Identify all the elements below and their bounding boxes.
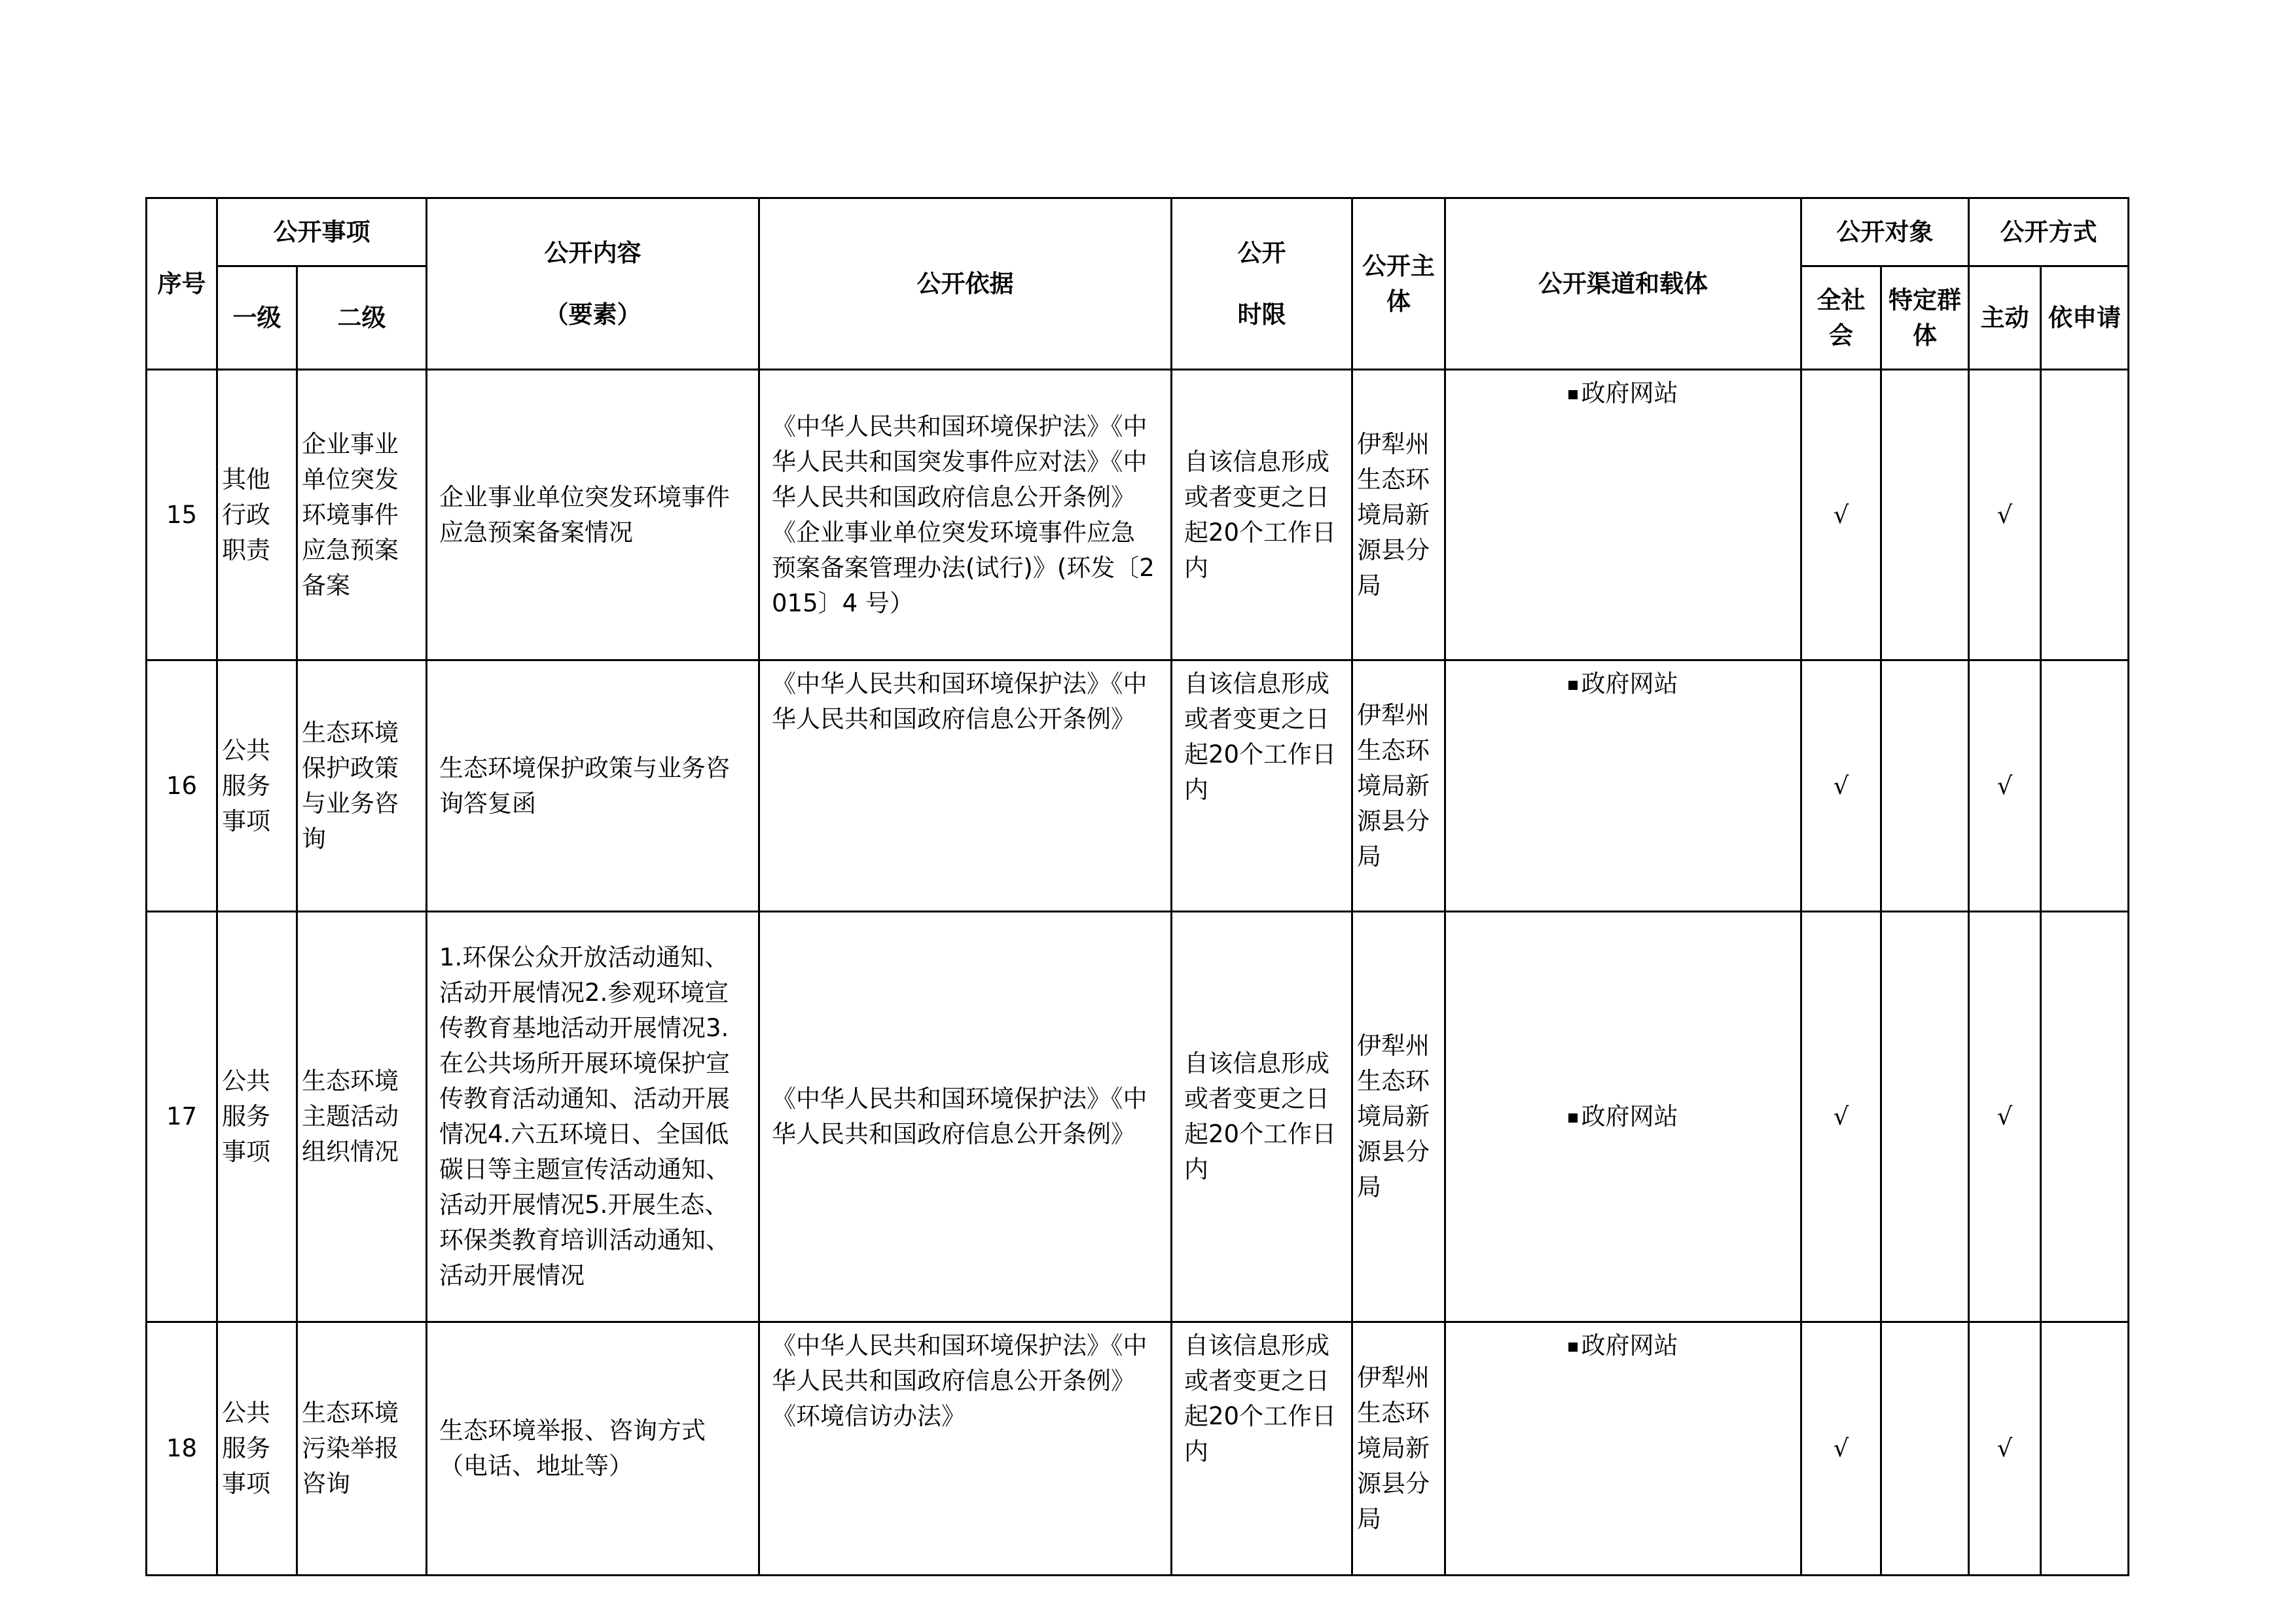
row-specific-group [1881, 912, 1969, 1322]
row-basis: 《中华人民共和国环境保护法》《中华人民共和国突发事件应对法》《中华人民共和国政府信息公开条例》《企业事业单位突发环境事件应急预案备案管理办法(试行)》(环发〔2015〕4 号） [759, 370, 1172, 660]
row-channel [1445, 912, 1801, 1322]
row-subject: 伊犁州生态环境局新源县分局 [1352, 912, 1445, 1322]
header-method: 公开方式 [1969, 198, 2129, 266]
table-row [147, 660, 2129, 912]
header-subject: 公开主体 [1352, 198, 1445, 370]
header-method-apply: 依申请 [2041, 266, 2129, 370]
header-content-line1: 公开内容 [544, 238, 642, 267]
row-channel [1445, 1322, 1801, 1576]
table-row [147, 912, 2129, 1322]
row-active: √ [1969, 912, 2041, 1322]
row-content: 生态环境保护政策与业务咨询答复函 [427, 660, 759, 912]
row-channel-label: 政府网站 [1581, 1331, 1678, 1360]
row-all-society: √ [1801, 660, 1881, 912]
row-level1: 公共服务事项 [217, 1322, 297, 1576]
row-on-request [2041, 912, 2129, 1322]
row-subject: 伊犁州生态环境局新源县分局 [1352, 1322, 1445, 1576]
header-target: 公开对象 [1801, 198, 1969, 266]
header-channel: 公开渠道和载体 [1445, 198, 1801, 370]
row-content: 1.环保公众开放活动通知、活动开展情况2.参观环境宣传教育基地活动开展情况3.在公共场所开展环境保护宣传教育活动通知、活动开展情况4.六五环境日、全国低碳日等主题宣传活动通知、活动开展情况5.开展生态、环保类教育培训活动通知、活动开展情况 [427, 912, 759, 1322]
row-limit: 自该信息形成或者变更之日起20个工作日内 [1172, 370, 1352, 660]
row-seq: 15 [147, 370, 217, 660]
row-active: √ [1969, 370, 2041, 660]
row-all-society: √ [1801, 370, 1881, 660]
header-item: 公开事项 [217, 198, 427, 266]
row-basis: 《中华人民共和国环境保护法》《中华人民共和国政府信息公开条例》 [759, 660, 1172, 912]
row-level2: 企业事业单位突发环境事件应急预案备案 [297, 370, 427, 660]
row-content: 生态环境举报、咨询方式（电话、地址等） [427, 1322, 759, 1576]
row-seq: 17 [147, 912, 217, 1322]
header-item-level2: 二级 [297, 266, 427, 370]
row-all-society: √ [1801, 1322, 1881, 1576]
row-level1: 公共服务事项 [217, 912, 297, 1322]
table-row [147, 1322, 2129, 1576]
row-level1: 公共服务事项 [217, 660, 297, 912]
row-level2: 生态环境主题活动组织情况 [297, 912, 427, 1322]
header-content-line2: （要素） [544, 300, 642, 329]
header-limit [1172, 198, 1352, 370]
row-specific-group [1881, 660, 1969, 912]
header-method-active: 主动 [1969, 266, 2041, 370]
row-channel [1445, 370, 1801, 660]
square-bullet-icon [1568, 1343, 1578, 1352]
row-channel-label: 政府网站 [1581, 670, 1678, 698]
square-bullet-icon [1568, 681, 1578, 690]
table-row [147, 370, 2129, 660]
disclosure-table [145, 197, 2129, 1576]
row-limit: 自该信息形成或者变更之日起20个工作日内 [1172, 912, 1352, 1322]
header-row-1 [147, 198, 2129, 266]
square-bullet-icon [1568, 390, 1578, 399]
row-level1: 其他行政职责 [217, 370, 297, 660]
row-level2: 生态环境保护政策与业务咨询 [297, 660, 427, 912]
header-seq: 序号 [147, 198, 217, 370]
row-channel-label: 政府网站 [1581, 379, 1678, 407]
header-basis: 公开依据 [759, 198, 1172, 370]
row-on-request [2041, 660, 2129, 912]
row-on-request [2041, 1322, 2129, 1576]
row-content: 企业事业单位突发环境事件应急预案备案情况 [427, 370, 759, 660]
row-seq: 16 [147, 660, 217, 912]
row-subject: 伊犁州生态环境局新源县分局 [1352, 370, 1445, 660]
header-item-level1: 一级 [217, 266, 297, 370]
header-limit-line1: 公开 [1237, 238, 1286, 267]
row-specific-group [1881, 370, 1969, 660]
row-specific-group [1881, 1322, 1969, 1576]
header-limit-line2: 时限 [1237, 300, 1286, 329]
row-subject: 伊犁州生态环境局新源县分局 [1352, 660, 1445, 912]
square-bullet-icon [1568, 1113, 1578, 1123]
header-target-all: 全社会 [1801, 266, 1881, 370]
row-level2: 生态环境污染举报咨询 [297, 1322, 427, 1576]
row-channel [1445, 660, 1801, 912]
header-target-group: 特定群体 [1881, 266, 1969, 370]
row-limit: 自该信息形成或者变更之日起20个工作日内 [1172, 1322, 1352, 1576]
row-basis: 《中华人民共和国环境保护法》《中华人民共和国政府信息公开条例》《环境信访办法》 [759, 1322, 1172, 1576]
row-all-society: √ [1801, 912, 1881, 1322]
row-basis: 《中华人民共和国环境保护法》《中华人民共和国政府信息公开条例》 [759, 912, 1172, 1322]
row-on-request [2041, 370, 2129, 660]
row-channel-label: 政府网站 [1581, 1102, 1678, 1130]
row-limit: 自该信息形成或者变更之日起20个工作日内 [1172, 660, 1352, 912]
row-active: √ [1969, 1322, 2041, 1576]
row-seq: 18 [147, 1322, 217, 1576]
row-active: √ [1969, 660, 2041, 912]
header-content [427, 198, 759, 370]
